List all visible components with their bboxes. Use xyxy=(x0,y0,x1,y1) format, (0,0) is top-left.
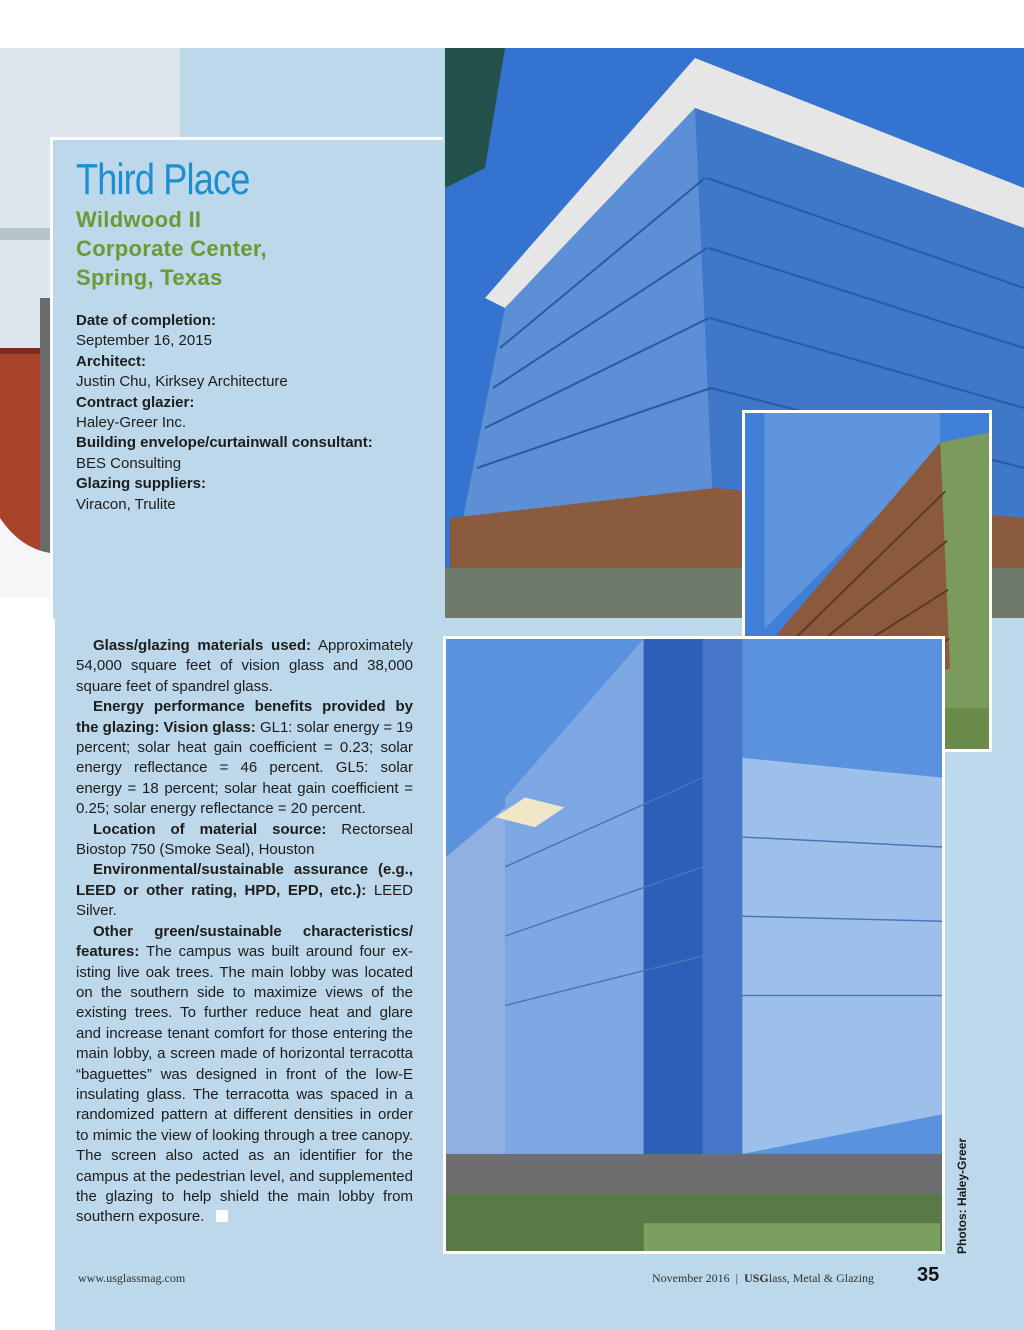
page-number: 35 xyxy=(917,1264,940,1286)
photo-credit: Photos: Haley-Greer xyxy=(955,1137,969,1254)
article-body xyxy=(76,636,413,1228)
fact-value: Haley-Greer Inc. xyxy=(76,414,187,432)
paragraph-label: Glass/glazing materials used: xyxy=(93,637,312,654)
fact-value: Viracon, Trulite xyxy=(76,495,176,513)
fact-label: Glazing suppliers: xyxy=(76,475,207,493)
body-paragraph xyxy=(76,636,413,697)
fact-value: BES Consulting xyxy=(76,454,182,472)
paragraph-label: Energy performance benefits provided by the glazing: Vision glass: xyxy=(76,698,413,736)
subhead-line: Spring, Texas xyxy=(76,265,223,290)
paragraph-label: Other green/sustainable characteristics/ features: xyxy=(76,922,413,961)
article-headline: Third Place xyxy=(76,155,250,204)
footer-date: November 2016 xyxy=(652,1271,730,1285)
photo-bottom-facade xyxy=(443,636,945,1254)
subhead-line: Wildwood II xyxy=(76,207,202,232)
project-facts xyxy=(76,311,416,515)
footer-url[interactable]: www.usglassmag.com xyxy=(78,1271,186,1285)
footer-separator: | xyxy=(735,1271,739,1285)
body-paragraph xyxy=(76,820,413,861)
body-paragraph xyxy=(76,860,413,921)
fact-label: Date of completion: xyxy=(76,312,217,329)
paragraph-text: Rectorseal Biostop 750 (Smoke Seal), Houston xyxy=(76,820,413,859)
fact-label: Building envelope/curtainwall consultant: xyxy=(76,434,373,452)
fact-value: September 16, 2015 xyxy=(76,332,212,350)
paragraph-text: Approximately 54,000 square feet of vision glass and 38,000 square feet of spandrel glass. xyxy=(76,637,413,695)
article-subhead xyxy=(76,205,406,292)
paragraph-label: Location of material source: xyxy=(93,820,327,838)
paragraph-text: LEED Silver. xyxy=(76,881,414,920)
paragraph-text: GL1: solar energy = 19 percent; solar heat gain coefficient = 0.23; solar energy reflectance = 46 percent. GL5: solar energy = 18 percent; solar heat gain coefficient = 0.25; solar energy reflectance = 20 percent. xyxy=(76,718,413,818)
magazine-name-rest: lass, Metal & Glazing xyxy=(768,1271,875,1285)
fact-label: Architect: xyxy=(76,352,147,370)
body-paragraph xyxy=(76,697,413,819)
magazine-name-bold: USG xyxy=(744,1271,769,1285)
fact-label: Contract glazier: xyxy=(76,393,195,411)
body-paragraph xyxy=(76,922,413,1228)
paragraph-label: Environmental/sustainable assurance (e.g., LEED or other rating, HPD, EPD, etc.): xyxy=(76,861,413,899)
end-mark-icon xyxy=(216,1210,228,1222)
subhead-line: Corporate Center, xyxy=(76,236,267,261)
footer-masthead xyxy=(652,1271,874,1286)
fact-value: Justin Chu, Kirksey Architecture xyxy=(76,373,288,391)
paragraph-text: The campus was built around four existing live oak trees. The main lobby was located on the southern side to maximize views of the existing trees. To further reduce heat and glare and increase tenant comfort for those entering the main lobby, a screen made of horizontal terracotta “baguettes” was designed in front of the low-E insulating glass. The terracotta was spaced in a randomized pattern at different densities in order to mimic the view of looking through a tree canopy. The screen also acted as an identifier for the campus at the pedestrian level, and supplemented the glazing to help shield the main lobby from southern exposure. xyxy=(76,943,413,1226)
